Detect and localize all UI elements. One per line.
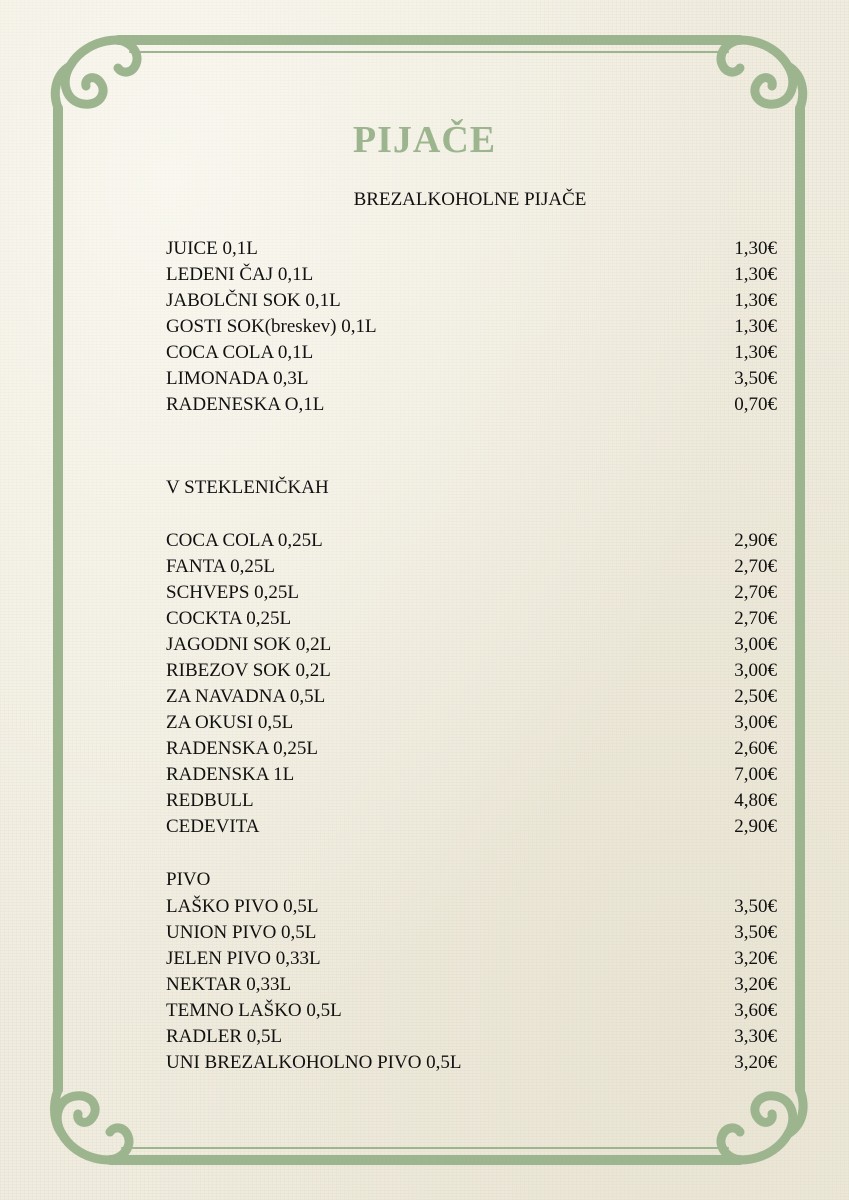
item-price: 1,30€ bbox=[734, 264, 777, 285]
item-price: 2,60€ bbox=[734, 738, 777, 759]
item-name: LAŠKO PIVO 0,5L bbox=[166, 896, 319, 917]
menu-item bbox=[166, 632, 777, 658]
item-price: 1,30€ bbox=[734, 238, 777, 259]
non-alcoholic-list bbox=[166, 236, 777, 418]
menu-item bbox=[166, 288, 777, 314]
item-price: 3,60€ bbox=[734, 1000, 777, 1021]
item-price: 7,00€ bbox=[734, 764, 777, 785]
item-price: 2,70€ bbox=[734, 608, 777, 629]
item-price: 3,00€ bbox=[734, 712, 777, 733]
item-price: 2,90€ bbox=[734, 816, 777, 837]
item-name: JUICE 0,1L bbox=[166, 238, 258, 259]
item-price: 3,00€ bbox=[734, 634, 777, 655]
menu-item bbox=[166, 814, 777, 840]
item-name: UNION PIVO 0,5L bbox=[166, 922, 317, 943]
item-name: RADENSKA 1L bbox=[166, 764, 295, 785]
item-name: SCHVEPS 0,25L bbox=[166, 582, 300, 603]
item-name: RADENSKA 0,25L bbox=[166, 738, 319, 759]
item-name: LEDENI ČAJ 0,1L bbox=[166, 264, 314, 285]
item-name: RADENESKA O,1L bbox=[166, 394, 325, 415]
item-name: RADLER 0,5L bbox=[166, 1026, 283, 1047]
item-name: FANTA 0,25L bbox=[166, 556, 275, 577]
item-price: 3,20€ bbox=[734, 948, 777, 969]
item-price: 3,50€ bbox=[734, 922, 777, 943]
item-price: 4,80€ bbox=[734, 790, 777, 811]
menu-item bbox=[166, 236, 777, 262]
item-price: 2,70€ bbox=[734, 556, 777, 577]
section-heading-non-alcoholic: BREZALKOHOLNE PIJAČE bbox=[353, 189, 587, 210]
item-price: 1,30€ bbox=[734, 316, 777, 337]
menu-item bbox=[166, 946, 777, 972]
section-heading-bottles: V STEKLENIČKAH bbox=[166, 477, 329, 498]
item-price: 1,30€ bbox=[734, 290, 777, 311]
item-name: RIBEZOV SOK 0,2L bbox=[166, 660, 331, 681]
menu-item bbox=[166, 788, 777, 814]
item-name: ZA NAVADNA 0,5L bbox=[166, 686, 326, 707]
item-name: COCA COLA 0,25L bbox=[166, 530, 323, 551]
menu-item bbox=[166, 314, 777, 340]
item-name: COCKTA 0,25L bbox=[166, 608, 292, 629]
item-name: CEDEVITA bbox=[166, 816, 260, 837]
item-name: REDBULL bbox=[166, 790, 254, 811]
item-name: NEKTAR 0,33L bbox=[166, 974, 292, 995]
menu-item bbox=[166, 1050, 777, 1076]
item-name: TEMNO LAŠKO 0,5L bbox=[166, 1000, 342, 1021]
item-price: 3,50€ bbox=[734, 368, 777, 389]
item-price: 3,20€ bbox=[734, 974, 777, 995]
menu-item bbox=[166, 736, 777, 762]
menu-item bbox=[166, 606, 777, 632]
item-name: JELEN PIVO 0,33L bbox=[166, 948, 321, 969]
menu-item bbox=[166, 998, 777, 1024]
menu-item bbox=[166, 920, 777, 946]
item-name: GOSTI SOK(breskev) 0,1L bbox=[166, 316, 377, 337]
bottles-list bbox=[166, 528, 777, 840]
menu-item bbox=[166, 762, 777, 788]
menu-item bbox=[166, 710, 777, 736]
menu-item bbox=[166, 392, 777, 418]
item-price: 3,00€ bbox=[734, 660, 777, 681]
item-name: JABOLČNI SOK 0,1L bbox=[166, 290, 341, 311]
item-price: 1,30€ bbox=[734, 342, 777, 363]
menu-item bbox=[166, 972, 777, 998]
item-price: 2,50€ bbox=[734, 686, 777, 707]
item-price: 2,90€ bbox=[734, 530, 777, 551]
item-price: 3,20€ bbox=[734, 1052, 777, 1073]
beer-list bbox=[166, 894, 777, 1076]
menu-item bbox=[166, 554, 777, 580]
item-name: ZA OKUSI 0,5L bbox=[166, 712, 294, 733]
menu-item bbox=[166, 1024, 777, 1050]
menu-item bbox=[166, 658, 777, 684]
item-name: UNI BREZALKOHOLNO PIVO 0,5L bbox=[166, 1052, 462, 1073]
menu-item bbox=[166, 366, 777, 392]
item-price: 3,30€ bbox=[734, 1026, 777, 1047]
item-price: 2,70€ bbox=[734, 582, 777, 603]
item-name: LIMONADA 0,3L bbox=[166, 368, 309, 389]
menu-item bbox=[166, 262, 777, 288]
section-heading-beer: PIVO bbox=[166, 869, 211, 890]
menu-item bbox=[166, 894, 777, 920]
menu-item bbox=[166, 528, 777, 554]
item-name: JAGODNI SOK 0,2L bbox=[166, 634, 332, 655]
item-price: 3,50€ bbox=[734, 896, 777, 917]
menu-item bbox=[166, 580, 777, 606]
page-title: PIJAČE bbox=[352, 119, 497, 161]
item-name: COCA COLA 0,1L bbox=[166, 342, 314, 363]
menu-item bbox=[166, 340, 777, 366]
menu-item bbox=[166, 684, 777, 710]
item-price: 0,70€ bbox=[734, 394, 777, 415]
